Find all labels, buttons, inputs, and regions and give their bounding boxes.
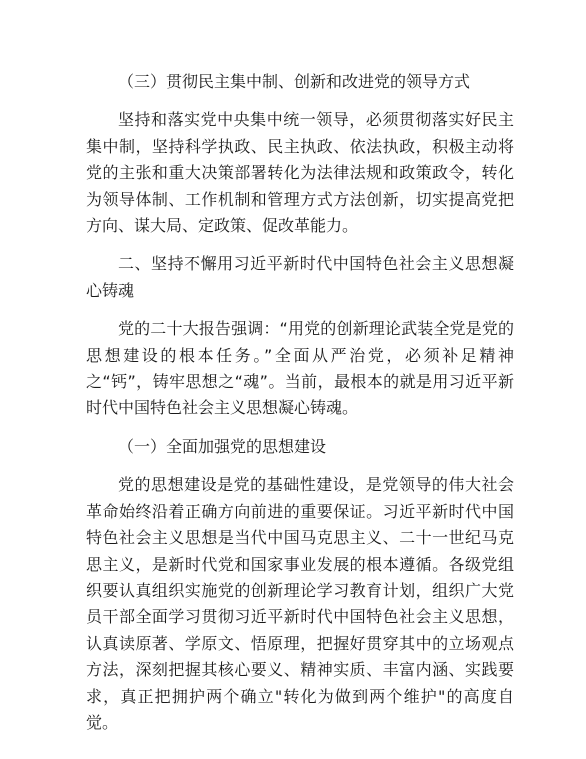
spacer — [86, 95, 514, 107]
spacer — [86, 460, 514, 472]
spacer — [86, 304, 514, 316]
section-heading-thought-unity: 二、坚持不懈用习近平新时代中国特色社会主义思想凝心铸魂 — [86, 254, 514, 300]
spacer — [86, 422, 514, 434]
paragraph-congress-report: 党的二十大报告强调：“用党的创新理论武装全党是党的思想建设的根本任务。”全面从严治党，必须补足精神之“钙”，铸牢思想之“魂”。当前，最根本的就是用习近平新时代中国特色社会主义思想凝心铸魂。 — [86, 319, 514, 418]
spacer — [86, 239, 514, 251]
section-heading-democratic-centralism: （三）贯彻民主集中制、创新和改进党的领导方式 — [118, 72, 471, 91]
paragraph-centralized-leadership: 坚持和落实党中央集中统一领导，必须贯彻落实好民主集中制，坚持科学执政、民主执政、依法执政，积极主动将党的主张和重大决策部署转化为法律法规和政策政令，转化为领导体制、工作机制和管理方式方法创新，切实提高党把方向、谋大局、定政策、促改革能力。 — [86, 110, 514, 236]
paragraph-thought-building: 党的思想建设是党的基础性建设，是党领导的伟大社会革命始终沿着正确方向前进的重要保证。习近平新时代中国特色社会主义思想是当代中国马克思主义、二十一世纪马克思主义，是新时代党和国家事业发展的根本遵循。各级党组织要认真组织实施党的创新理论学习教育计划，组织广大党员干部全面学习贯彻习近平新时代中国特色社会主义思想，认真读原著、学原文、悟原理，把握好贯穿其中的立场观点方法，深刻把握其核心要义、精神实质、丰富内涵、实践要求，真正把拥护两个确立"转化为做到两个维护"的高度自觉。 — [86, 475, 514, 732]
document-body — [86, 69, 514, 736]
section-heading-thought-building: （一）全面加强党的思想建设 — [118, 436, 327, 456]
